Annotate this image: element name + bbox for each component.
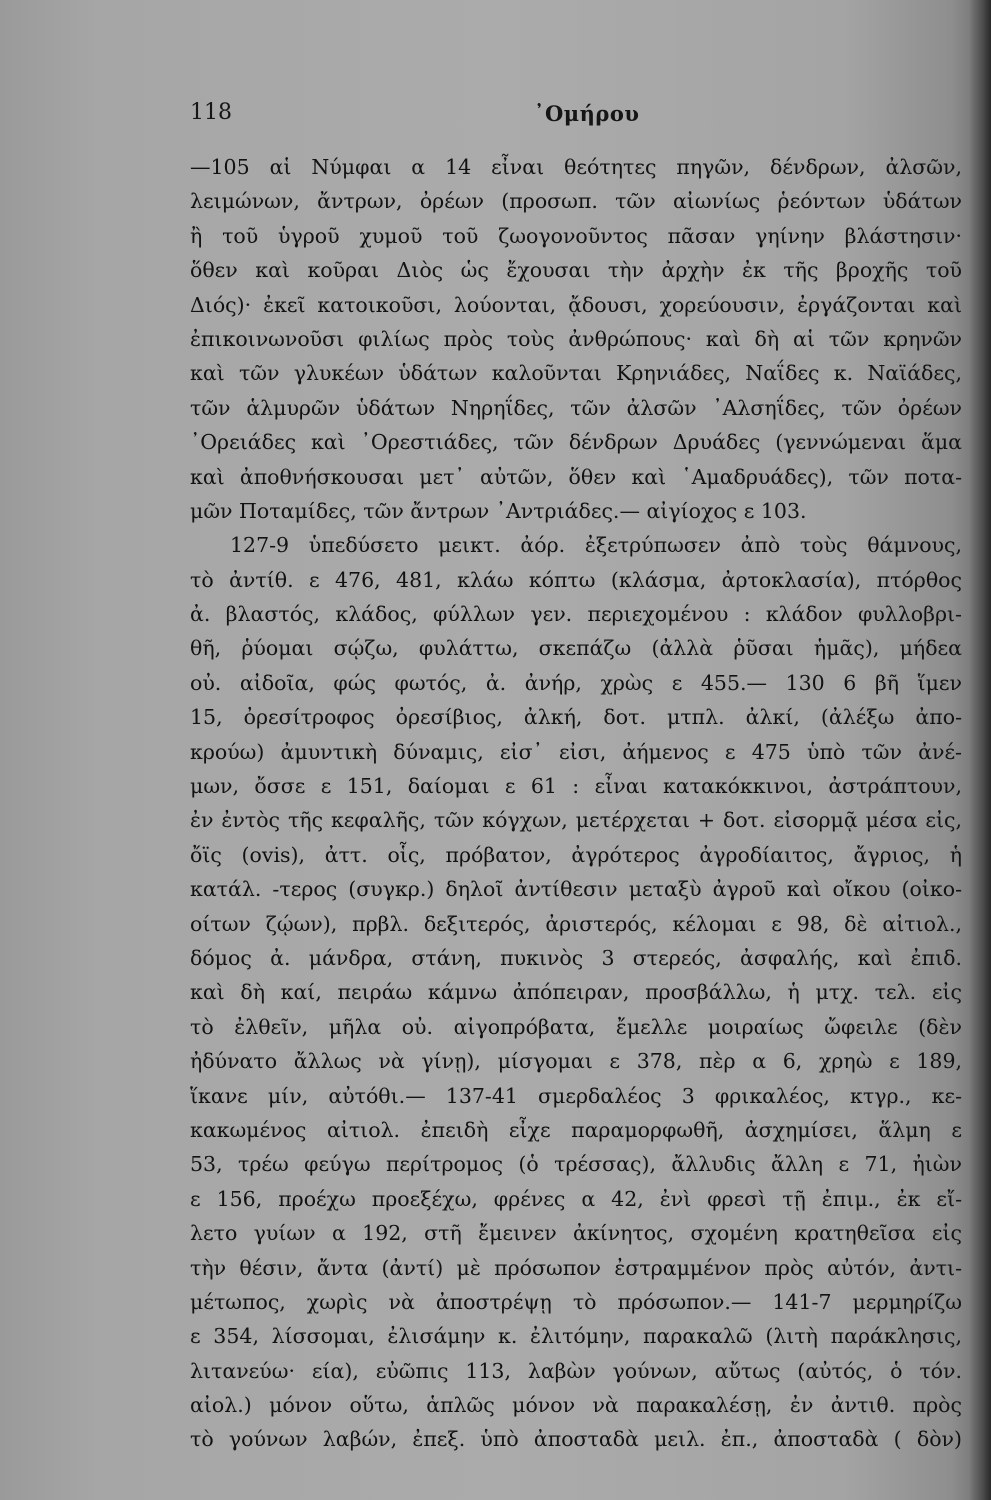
text-line: καὶ τῶν γλυκέων ὑδάτων καλοῦνται Κρηνιάδες, Ναΐδες κ. Ναϊάδες, [190,361,962,386]
text-line: τὸ ἐλθεῖν, μῆλα οὐ. αἰγοπρόβατα, ἔμελλε μοιραίως ὤφειλε (δὲν [190,1014,962,1039]
text-line: μέτωπος, χωρὶς νὰ ἀποστρέψῃ τὸ πρόσωπον.— 141-7 μερμηρίζω [190,1289,962,1314]
text-line: ὄϊς (ovis), ἀττ. οἷς, πρόβατον, ἀγρότερος ἀγροδίαιτος, ἄγριος, ἡ [190,842,962,867]
text-line: καὶ δὴ καί, πειράω κάμνω ἀπόπειραν, προσβάλλω, ἡ μτχ. τελ. εἰς [190,980,962,1005]
text-line: μων, ὄσσε ε 151, δαίομαι ε 61 : εἶναι κατακόκκινοι, ἀστράπτουν, [190,774,962,799]
text-line: καὶ ἀποθνήσκουσαι μετ᾿ αὐτῶν, ὅθεν καὶ ῾Αμαδρυάδες), τῶν ποτα- [190,464,962,489]
commentary-text [190,150,962,1457]
text-line: ἵκανε μίν, αὐτόθι.— 137-41 σμερδαλέος 3 φρικαλέος, κτγρ., κε- [190,1083,962,1108]
text-line: ἠδύνατο ἄλλως νὰ γίνῃ), μίσγομαι ε 378, πὲρ α 6, χρηὼ ε 189, [190,1049,962,1074]
text-line: ε 156, προέχω προεξέχω, φρένες α 42, ἐνὶ φρεσὶ τῇ ἐπιμ., ἐκ εἴ- [190,1186,962,1211]
text-line: 53, τρέω φεύγω περίτρομος (ὁ τρέσσας), ἄλλυδις ἄλλη ε 71, ἠιὼν [190,1152,962,1177]
text-line: ἐπικοινωνοῦσι φιλίως πρὸς τοὺς ἀνθρώπους· καὶ δὴ αἱ τῶν κρηνῶν [190,326,962,351]
text-line: κακωμένος αἰτιολ. ἐπειδὴ εἶχε παραμορφωθῆ, ἀσχημίσει, ἅλμη ε [190,1117,962,1142]
text-line: λετο γυίων α 192, στῆ ἔμεινεν ἀκίνητος, σχομένη κρατηθεῖσα εἰς [190,1221,962,1246]
text-line: κρούω) ἀμυντικὴ δύναμις, εἰσ᾿ εἰσι, ἀήμενος ε 475 ὑπὸ τῶν ἀνέ- [190,739,962,764]
text-line: τὴν θέσιν, ἄντα (ἀντί) μὲ πρόσωπον ἐστραμμένον πρὸς αὐτόν, ἀντι- [190,1255,962,1280]
text-line: μῶν Ποταμίδες, τῶν ἄντρων ᾿Αντριάδες.— αἰγίοχος ε 103. [190,498,807,523]
text-line: θῆ, ῥύομαι σῴζω, φυλάττω, σκεπάζω (ἀλλὰ ῥῦσαι ἡμᾶς), μήδεα [190,636,962,661]
text-line: ἢ τοῦ ὑγροῦ χυμοῦ τοῦ ζωογονοῦντος πᾶσαν γηίνην βλάστησιν· [190,223,962,248]
text-line: οίτων ζῴων), πρβλ. δεξιτερός, ἀριστερός, κέλομαι ε 98, δὲ αἰτιολ., [190,911,962,936]
text-line: κατάλ. -τερος (συγκρ.) δηλοῖ ἀντίθεσιν μεταξὺ ἀγροῦ καὶ οἴκου (οἰκο- [190,877,962,902]
text-line: ἀ. βλαστός, κλάδος, φύλλων γεν. περιεχομένου : κλάδον φυλλοβρι- [190,602,962,627]
text-line: λειμώνων, ἄντρων, ὀρέων (προσωπ. τῶν αἰωνίως ῥεόντων ὑδάτων [190,189,962,214]
text-line: —105 αἱ Νύμφαι α 14 εἶναι θεότητες πηγῶν, δένδρων, ἀλσῶν, [190,155,962,179]
text-line: αἰολ.) μόνον οὕτω, ἁπλῶς μόνον νὰ παρακαλέσῃ, ἐν ἀντιθ. πρὸς [190,1393,962,1418]
text-line: οὐ. αἰδοῖα, φώς φωτός, ἀ. ἀνήρ, χρὼς ε 455.— 130 6 βῆ ἵμεν [190,670,962,695]
text-line: τῶν ἁλμυρῶν ὑδάτων Νηρηΐδες, τῶν ἀλσῶν ᾿Αλσηΐδες, τῶν ὀρέων [190,395,962,420]
text-line: τὸ γούνων λαβών, ἐπεξ. ὑπὸ ἀποσταδὰ μειλ. ἐπ., ἀποσταδὰ ( δὸν) [190,1427,962,1452]
text-line: Διός)· ἐκεῖ κατοικοῦσι, λούονται, ᾄδουσι, χορεύουσιν, ἐργάζονται καὶ [190,292,962,317]
text-line: τὸ ἀντίθ. ε 476, 481, κλάω κόπτω (κλάσμα, ἀρτοκλασία), πτόρθος [190,567,962,592]
text-line: 127-9 ὑπεδύσετο μεικτ. ἀόρ. ἐξετρύπωσεν ἀπὸ τοὺς θάμνους, [230,533,962,558]
text-line: δόμος ἀ. μάνδρα, στάνη, πυκινὸς 3 στερεός, ἀσφαλής, καὶ ἐπιδ. [190,945,962,970]
page-number: 118 [190,100,232,125]
text-line: ὅθεν καὶ κοῦραι Διὸς ὡς ἔχουσαι τὴν ἀρχὴν ἐκ τῆς βροχῆς τοῦ [190,258,962,283]
text-line: 15, ὀρεσίτροφος ὀρεσίβιος, ἀλκή, δοτ. μτπλ. ἀλκί, (ἀλέξω ἀπο- [190,705,962,730]
text-line: λιτανεύω· εία), εὐῶπις 113, λαβὼν γούνων, αὔτως (αὐτός, ὁ τόν. [190,1358,962,1383]
text-line: ε 354, λίσσομαι, ἐλισάμην κ. ἐλιτόμην, παρακαλῶ (λιτὴ παράκλησις, [190,1324,962,1349]
text-line: ἐν ἐντὸς τῆς κεφαλῆς, τῶν κόγχων, μετέρχεται + δοτ. εἰσορμᾷ μέσα εἰς, [190,808,962,833]
running-head: ᾿Ομήρου [534,101,640,126]
page-edge-shadow [969,0,991,1500]
text-line: ᾿Ορειάδες καὶ ᾿Ορεστιάδες, τῶν δένδρων Δρυάδες (γεννώμεναι ἅμα [190,430,962,455]
